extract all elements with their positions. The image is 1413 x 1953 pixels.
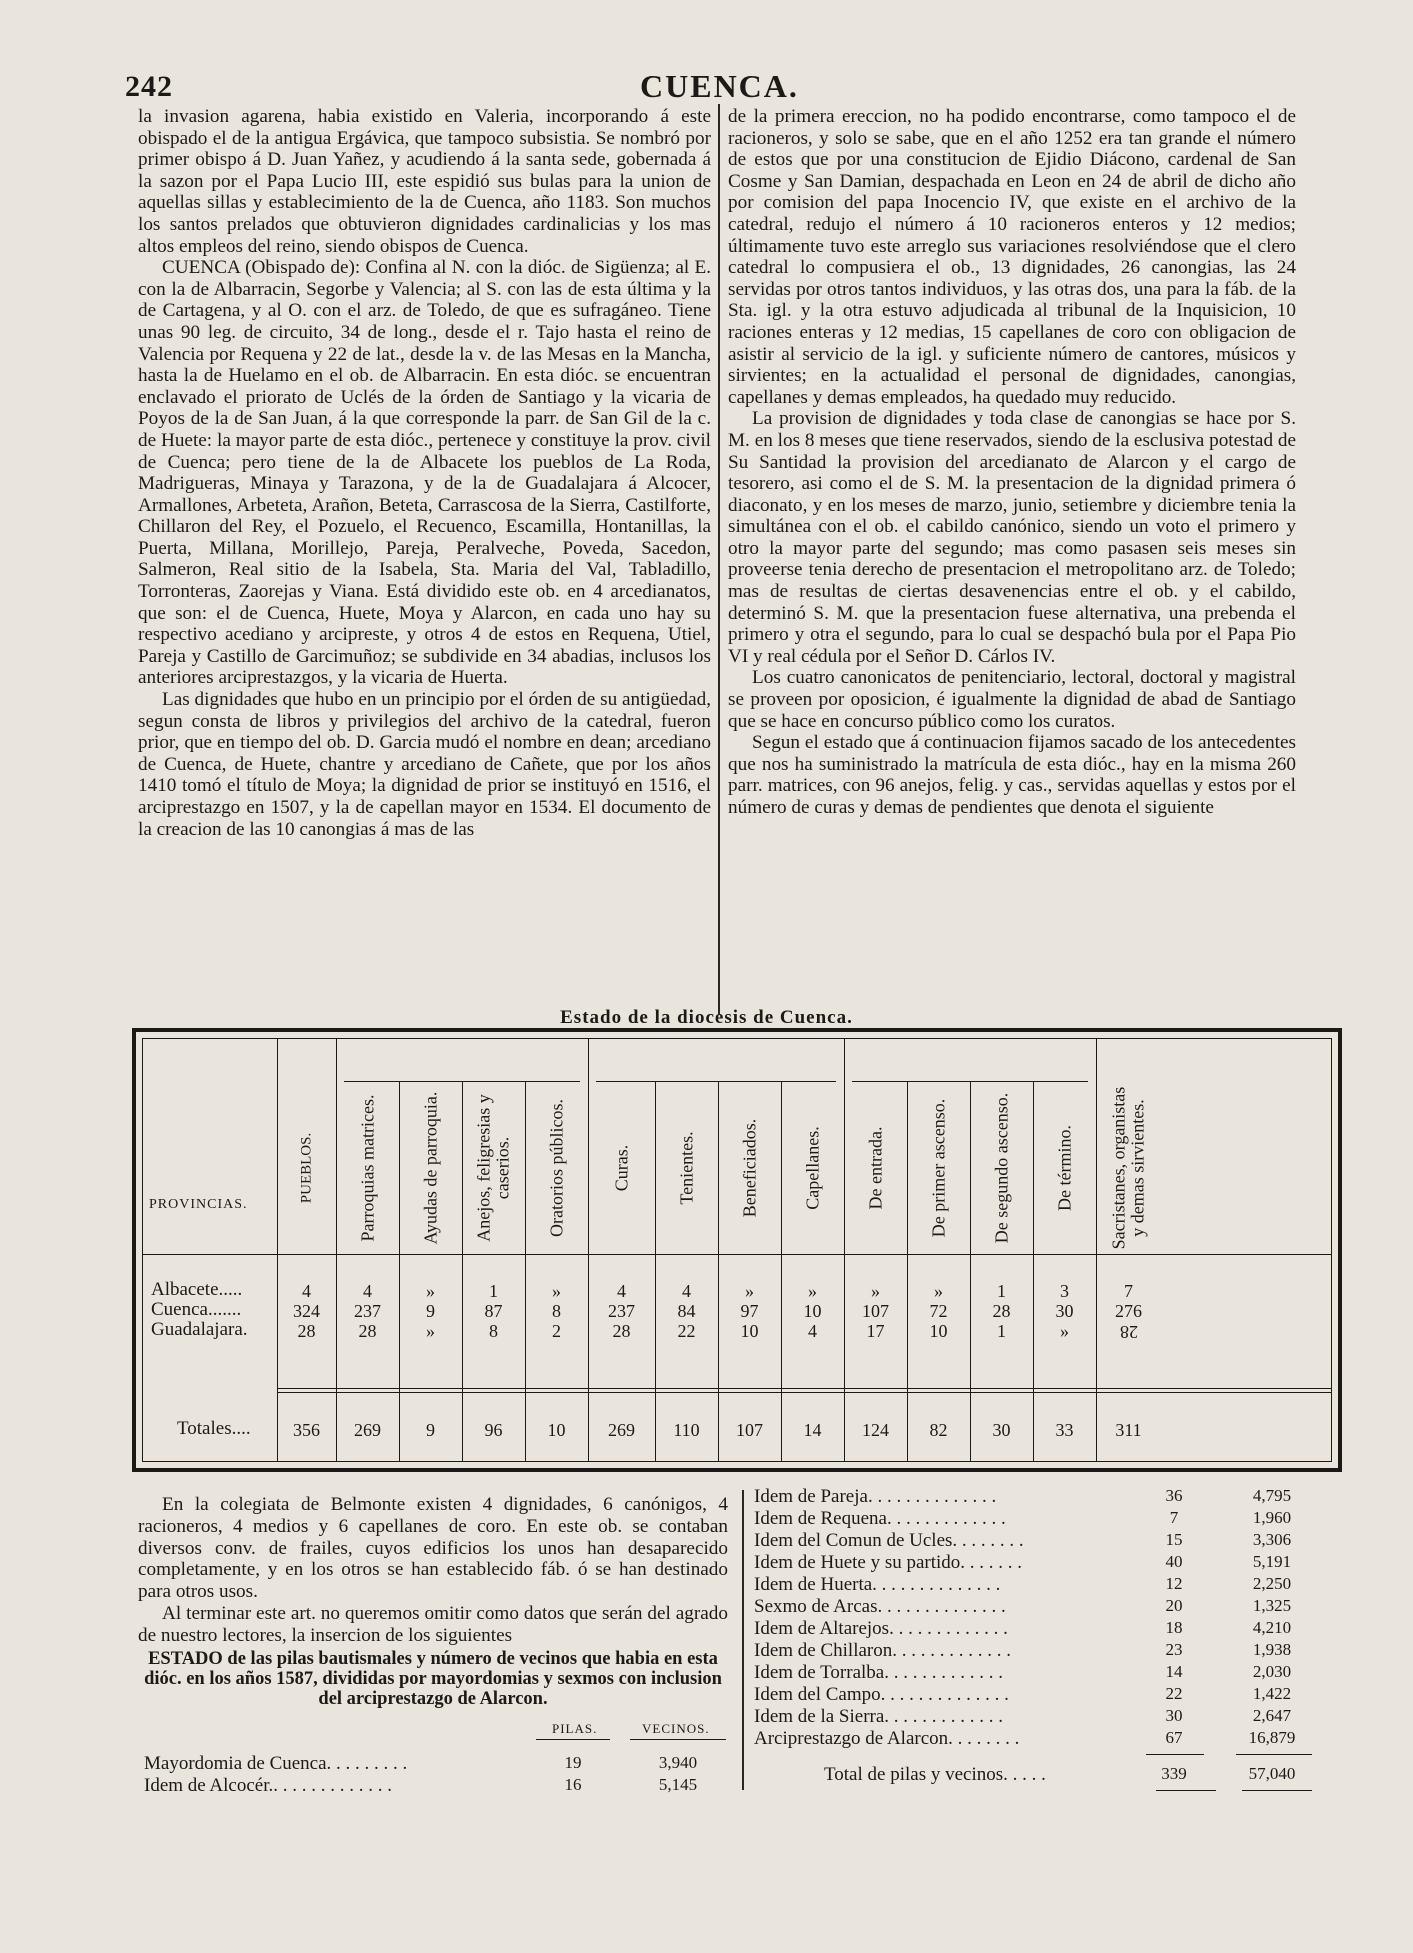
sum-rules — [748, 1786, 1348, 1796]
total-cell: 30 — [992, 1420, 1011, 1440]
group-rule — [596, 1081, 836, 1082]
table-inner — [142, 1038, 1332, 1462]
total-cell: 124 — [862, 1420, 889, 1440]
column-rule — [277, 1039, 278, 1461]
table-cell: 1 — [489, 1281, 498, 1301]
column-header: De primer ascenso. — [928, 1098, 948, 1237]
paragraph: Los cuatro canonicatos de penitenciario, lectoral, doctoral y magistral se proveen por oposicion, é igualmente la dignidad de abad de Santiago que se hace en concurso público como los curatos. — [728, 667, 1296, 732]
total-cell: 311 — [1115, 1420, 1142, 1440]
row-label: Sexmo de Arcas. . . . . . . . . . . . . . — [754, 1596, 1006, 1617]
column-header: Sacristanes, organistas y demas sirvientes. — [1108, 1086, 1148, 1249]
table-cell: » — [934, 1281, 943, 1301]
list-item — [138, 1775, 728, 1797]
page-title: CUENCA. — [640, 68, 799, 104]
table-cell: 9 — [426, 1301, 435, 1321]
paragraph: La provision de dignidades y toda clase de canongias se hace por S. M. en los 8 meses que tiene reservados, siendo de la esclusiva potestad de Su Santidad la provision del arcedianato de Alarcon y el cargo de tesorero, asi como el de S. M. la presentacion de la dignidad primera ó diaconato, y en los meses de marzo, junio, setiembre y diciembre tenia la simultánea con el ob. el cabildo canónico, siendo un voto el primero y otro la mayor parte del segundo; mas como pasasen seis meses sin proveerse tenia derecho de presentacion el metropolitano arz. de Toledo; mas de resultas de ciertas desavenencias entre el ob. y el cabildo, determinó S. M. que la presentacion fuese alternativa, una prebenda el primero y otra el segundo, para lo cual se despachó bula por el Papa Pio VI y real cédula por el Señor D. Cárlos IV. — [728, 408, 1296, 667]
estado-column-headers — [138, 1715, 728, 1741]
table-cell: » — [1060, 1321, 1069, 1341]
rule — [1236, 1754, 1312, 1755]
table-cell: 10 — [803, 1301, 822, 1321]
column-header: Capellanes. — [802, 1125, 822, 1210]
table-cell: 10 — [740, 1321, 759, 1341]
column-rule — [907, 1039, 908, 1461]
column-rule — [462, 1039, 463, 1461]
table-cell: 28 — [612, 1321, 631, 1341]
rule — [536, 1739, 610, 1740]
column-header: De entrada. — [865, 1126, 885, 1209]
row-label: Idem de Huete y su partido. . . . . . . — [754, 1552, 1023, 1573]
table-cell — [1099, 1321, 1159, 1342]
vecinos-value: 5,191 — [1252, 1552, 1292, 1571]
list-item — [748, 1706, 1348, 1728]
header-band — [589, 1039, 843, 1081]
row-label: Guadalajara. — [151, 1319, 248, 1340]
cell-value: 28 — [1119, 1322, 1138, 1342]
paragraph: En la colegiata de Belmonte existen 4 dignidades, 6 canónigos, 4 racioneros, 4 medios y 6 capellanes de coro. En este ob. se contaban diversos conv. de frailes, cuyos edificios los unos han desaparecido completamente, y en los otros se han establecido fáb. ó se han destinado para otros usos. — [138, 1494, 728, 1603]
list-item — [748, 1552, 1348, 1574]
totals-label: Totales.... — [177, 1418, 251, 1439]
column-divider — [742, 1490, 744, 1790]
column-header: Anejos, feligresias y caserios. — [473, 1093, 513, 1242]
table-cell: 87 — [484, 1301, 503, 1321]
table-cell: 22 — [677, 1321, 696, 1341]
table-cell: 8 — [552, 1301, 561, 1321]
table-cell: 4 — [617, 1281, 626, 1301]
paragraph: de la primera ereccion, no ha podido encontrarse, como tampoco el de racioneros, y solo se sabe, que en el año 1252 era tan grande el número de estos que por una constitucion de Ejidio Diácono, cardenal de San Cosme y San Damian, despachada en Leon en 24 de abril de dicho año por comision del papa Inocencio IV, que existe en el archivo de la catedral, redujo el número á 10 racioneros enteros y 12 medios; últimamente tuvo este arreglo sus variaciones resolviéndose que el clero catedral lo compusiera el ob., 13 dignidades, 26 canongias, las 24 servidas por otros tantos individuos, y las otras dos, una para la fáb. de la Sta. igl. y la otra estuvo adjudicada al tribunal de la Inquisicion, 10 raciones enteras y 12 medias, 15 capellanes de coro con obligacion de asistir al servicio de la igl. y suficiente número de cantores, músicos y sirvientes; en la actualidad el personal de dignidades, canongias, capellanes y demas empleados, ha quedado muy reducido. — [728, 106, 1296, 408]
rule — [1242, 1790, 1312, 1791]
column-rule — [525, 1039, 526, 1461]
table-cell: 30 — [1055, 1301, 1074, 1321]
total-cell: 82 — [929, 1420, 948, 1440]
row-label: Idem de Torralba. . . . . . . . . . . . . — [754, 1662, 1003, 1683]
total-cell: 14 — [803, 1420, 822, 1440]
list-item — [748, 1640, 1348, 1662]
rule — [1146, 1754, 1204, 1755]
column-header: Tenientes. — [676, 1130, 696, 1205]
row-label: Idem de Requena. . . . . . . . . . . . . — [754, 1508, 1006, 1529]
total-cell: 107 — [736, 1420, 763, 1440]
pilas-value: 36 — [1165, 1486, 1183, 1505]
totals-rule — [277, 1392, 1331, 1393]
vecinos-value: 3,306 — [1252, 1530, 1292, 1549]
table-cell: 72 — [929, 1301, 948, 1321]
table-cell: 84 — [677, 1301, 696, 1321]
pilas-value: 30 — [1165, 1706, 1183, 1725]
group-rule — [344, 1081, 580, 1082]
column-header: De segundo ascenso. — [991, 1092, 1011, 1243]
table-cell: 97 — [740, 1301, 759, 1321]
bottom-right-list — [748, 1486, 1348, 1796]
table-cell: 2 — [552, 1321, 561, 1341]
table-cell: 237 — [354, 1301, 381, 1321]
list-item — [748, 1662, 1348, 1684]
list-item — [748, 1596, 1348, 1618]
right-column — [728, 106, 1296, 819]
column-rule — [781, 1039, 782, 1461]
diocese-table — [132, 1028, 1342, 1472]
table-cell: 17 — [866, 1321, 885, 1341]
row-label: Idem de Pareja. . . . . . . . . . . . . . — [754, 1486, 997, 1507]
row-label: Idem de Altarejos. . . . . . . . . . . . . — [754, 1618, 1008, 1639]
paragraph: Segun el estado que á continuacion fijamos sacado de los antecedentes que nos ha suministrado la matrícula de esta dióc., hay en la misma 260 parr. matrices, con 96 anejos, felig. y cas., servidas aquellas y estos por el número de curas y demas de pendientes que denota el siguiente — [728, 732, 1296, 818]
vecinos-value: 1,325 — [1252, 1596, 1292, 1615]
rule — [630, 1739, 726, 1740]
header-band — [845, 1039, 1095, 1081]
list-item — [748, 1486, 1348, 1508]
pilas-value: 12 — [1165, 1574, 1183, 1593]
table-cell: 324 — [293, 1301, 320, 1321]
total-row — [748, 1764, 1348, 1786]
table-cell: 28 — [358, 1321, 377, 1341]
row-label: Mayordomia de Cuenca. . . . . . . . . — [144, 1752, 408, 1774]
row-label: Idem de Chillaron. . . . . . . . . . . . . — [754, 1640, 1011, 1661]
table-cell: 107 — [862, 1301, 889, 1321]
left-column — [138, 106, 711, 840]
total-label: Total de pilas y vecinos. . . . . — [824, 1764, 1046, 1785]
table-cell: 276 — [1115, 1301, 1142, 1321]
column-header: Curas. — [611, 1144, 631, 1191]
list-item — [138, 1753, 728, 1775]
table-cell: » — [745, 1281, 754, 1301]
table-cell: » — [426, 1281, 435, 1301]
row-label: Idem de Huerta. . . . . . . . . . . . . . — [754, 1574, 1001, 1595]
table-cell: 4 — [682, 1281, 691, 1301]
table-cell: 4 — [808, 1321, 817, 1341]
column-header: Parroquias matrices. — [357, 1094, 377, 1241]
provincias-header: PROVINCIAS. — [149, 1197, 248, 1212]
table-cell: 4 — [363, 1281, 372, 1301]
table-cell: » — [871, 1281, 880, 1301]
table-cell: 10 — [929, 1321, 948, 1341]
pilas-value: 16 — [564, 1774, 582, 1794]
total-cell: 110 — [673, 1420, 700, 1440]
table-cell: 1 — [997, 1281, 1006, 1301]
pilas-value: 20 — [1165, 1596, 1183, 1615]
vecinos-value: 1,938 — [1252, 1640, 1292, 1659]
table-cell: » — [426, 1321, 435, 1341]
column-header: Oratorios públicos. — [546, 1098, 566, 1237]
pilas-value: 67 — [1165, 1728, 1183, 1747]
vecinos-value: 4,795 — [1252, 1486, 1292, 1505]
vecinos-value: 1,422 — [1252, 1684, 1292, 1703]
paragraph: la invasion agarena, habia existido en Valeria, incorporando á este obispado el de la antigua Ergávica, que tampoco subsistia. Se nombró por primer obispo á D. Juan Yañez, y acudiendo á la santa sede, gobernada á la sazon por el Papa Lucio III, este espidió sus bulas para la union de aquellas sillas y establecimiento de la de Cuenca, año 1183. Son muchos los santos prelados que obtuvieron dignidades cardinalicias y los mas altos empleos del reino, siendo obispos de Cuenca. — [138, 106, 711, 257]
table-title: Estado de la diocesis de Cuenca. — [560, 1007, 853, 1028]
table-cell: » — [552, 1281, 561, 1301]
column-header: Ayudas de parroquia. — [420, 1091, 440, 1244]
total-cell: 356 — [293, 1420, 320, 1440]
pilas-value: 15 — [1165, 1530, 1183, 1549]
column-header: De término. — [1054, 1124, 1074, 1211]
row-label: Albacete..... — [151, 1279, 243, 1300]
column-divider — [718, 104, 720, 1014]
total-cell: 10 — [547, 1420, 566, 1440]
sum-rules — [748, 1750, 1348, 1764]
estado-title: ESTADO de las pilas bautismales y número de vecinos que habia en esta dióc. en los años 1587, divididas por mayordomias y sexmos con inclusion del arciprestazgo de Alarcon. — [144, 1648, 722, 1709]
row-label: Idem del Comun de Ucles. . . . . . . . — [754, 1530, 1024, 1551]
total-cell: 269 — [608, 1420, 635, 1440]
column-rule — [718, 1039, 719, 1461]
column-rule — [588, 1039, 589, 1461]
vecinos-header: VECINOS. — [642, 1720, 710, 1736]
row-label: Idem de Alcocér.. . . . . . . . . . . . . — [144, 1774, 393, 1796]
list-item — [748, 1728, 1348, 1750]
total-pilas: 339 — [1161, 1764, 1187, 1783]
vecinos-value: 3,940 — [658, 1752, 698, 1772]
vecinos-value: 2,030 — [1252, 1662, 1292, 1681]
column-rule — [844, 1039, 845, 1461]
paragraph: CUENCA (Obispado de): Confina al N. con la dióc. de Sigüenza; al E. con la de Albarracin, Segorbe y Valencia; al S. con las de esta última y la de Cartagena, y al O. con el arz. de Toledo, de que es sufragáneo. Tiene unas 90 leg. de circuito, 34 de long., desde el r. Tajo hasta el reino de Valencia por Requena y 22 de lat., desde la v. de las Mesas en la Mancha, hasta la de Huelamo en el ob. de Albarracin. En esta dióc. se encuentran enclavado el priorato de Uclés de la órden de Santiago y la vicaria de Poyos de la de San Juan, á la que corresponde la parr. de San Gil de la c. de Huete: la mayor parte de esta dióc., pertenece y constituye la prov. civil de Cuenca; pero tiene de la de Albacete los pueblos de La Roda, Madrigueras, Minaya y Tarazona, y de la de Guadalajara á Alcocer, Armallones, Arbeteta, Arañon, Beteta, Carrascosa de la Sierra, Castilforte, Chillaron del Rey, el Pozuelo, el Recuenco, Escamilla, Hontanillas, la Puerta, Millana, Morillejo, Pareja, Peralveche, Poveda, Sacedon, Salmeron, Real sitio de la Isabela, Sta. Maria del Val, Tabladillo, Torronteras, Zaorejas y Viana. Está dividido este ob. en 4 arcedianatos, que son: el de Cuenca, Huete, Moya y Alarcon, en cada uno hay su respectivo acediano y arcipreste, y otros 4 de estos en Requena, Utiel, Pareja y Castillo de Garcimuñoz; se subdivide en 34 abadias, inclusos los anteriores arciprestazgos, y la vicaria de Huerta. — [138, 257, 711, 689]
paragraph: Las dignidades que hubo en un principio por el órden de su antigüedad, segun consta de libros y privilegios del archivo de la catedral, fueron prior, que en tiempo del ob. D. Garcia mudó el nombre en dean; arcediano de Cuenca, de Huete, chantre y arcediano de Cañete, que por los años 1410 tomó el título de Moya; la dignidad de prior se instituyó en 1516, el arciprestazgo en 1507, y la de capellan mayor en 1534. El documento de la creacion de las 10 canongias á mas de las — [138, 689, 711, 840]
pilas-value: 23 — [1165, 1640, 1183, 1659]
table-cell: 3 — [1060, 1281, 1069, 1301]
table-cell: 7 — [1124, 1281, 1133, 1301]
pilas-value: 22 — [1165, 1684, 1183, 1703]
row-label: Idem de la Sierra. . . . . . . . . . . . . — [754, 1706, 1004, 1727]
list-item — [748, 1508, 1348, 1530]
table-cell: 28 — [992, 1301, 1011, 1321]
total-vecinos: 57,040 — [1248, 1764, 1296, 1783]
vecinos-value: 4,210 — [1252, 1618, 1292, 1637]
paragraph: Al terminar este art. no queremos omitir como datos que serán del agrado de nuestro lectores, la insercion de los siguientes — [138, 1602, 728, 1646]
vecinos-value: 2,647 — [1252, 1706, 1292, 1725]
pilas-header: PILAS. — [552, 1720, 598, 1736]
row-label: Cuenca....... — [151, 1299, 242, 1320]
rule — [1156, 1790, 1216, 1791]
column-rule — [970, 1039, 971, 1461]
row-label: Arciprestazgo de Alarcon. . . . . . . . — [754, 1728, 1020, 1749]
row-label: Idem del Campo. . . . . . . . . . . . . . — [754, 1684, 1009, 1705]
column-rule — [399, 1039, 400, 1461]
column-rule — [655, 1039, 656, 1461]
page-number: 242 — [125, 70, 173, 103]
pilas-value: 19 — [564, 1752, 582, 1772]
list-item — [748, 1618, 1348, 1640]
list-item — [748, 1574, 1348, 1596]
group-rule — [852, 1081, 1088, 1082]
total-cell: 96 — [484, 1420, 503, 1440]
pilas-value: 40 — [1165, 1552, 1183, 1571]
total-cell: 33 — [1055, 1420, 1074, 1440]
total-cell: 9 — [426, 1420, 435, 1440]
vecinos-value: 16,879 — [1248, 1728, 1296, 1747]
pilas-value: 14 — [1165, 1662, 1183, 1681]
list-item — [748, 1684, 1348, 1706]
vecinos-value: 1,960 — [1252, 1508, 1292, 1527]
column-header: PUEBLOS. — [298, 1132, 314, 1203]
column-header: Beneficiados. — [739, 1118, 759, 1217]
total-cell: 269 — [354, 1420, 381, 1440]
list-item — [748, 1530, 1348, 1552]
column-rule — [1096, 1039, 1097, 1461]
totals-rule — [277, 1388, 1331, 1389]
header-band — [337, 1039, 587, 1081]
table-cell: 1 — [997, 1321, 1006, 1341]
pilas-value: 7 — [1169, 1508, 1179, 1527]
vecinos-value: 2,250 — [1252, 1574, 1292, 1593]
table-cell: » — [808, 1281, 817, 1301]
bottom-left-section — [138, 1494, 728, 1797]
table-cell: 28 — [297, 1321, 316, 1341]
column-rule — [1033, 1039, 1034, 1461]
pilas-value: 18 — [1165, 1618, 1183, 1637]
column-rule — [336, 1039, 337, 1461]
table-cell: 237 — [608, 1301, 635, 1321]
vecinos-value: 5,145 — [658, 1774, 698, 1794]
header-rule — [143, 1254, 1331, 1255]
table-cell: 4 — [302, 1281, 311, 1301]
table-cell: 8 — [489, 1321, 498, 1341]
